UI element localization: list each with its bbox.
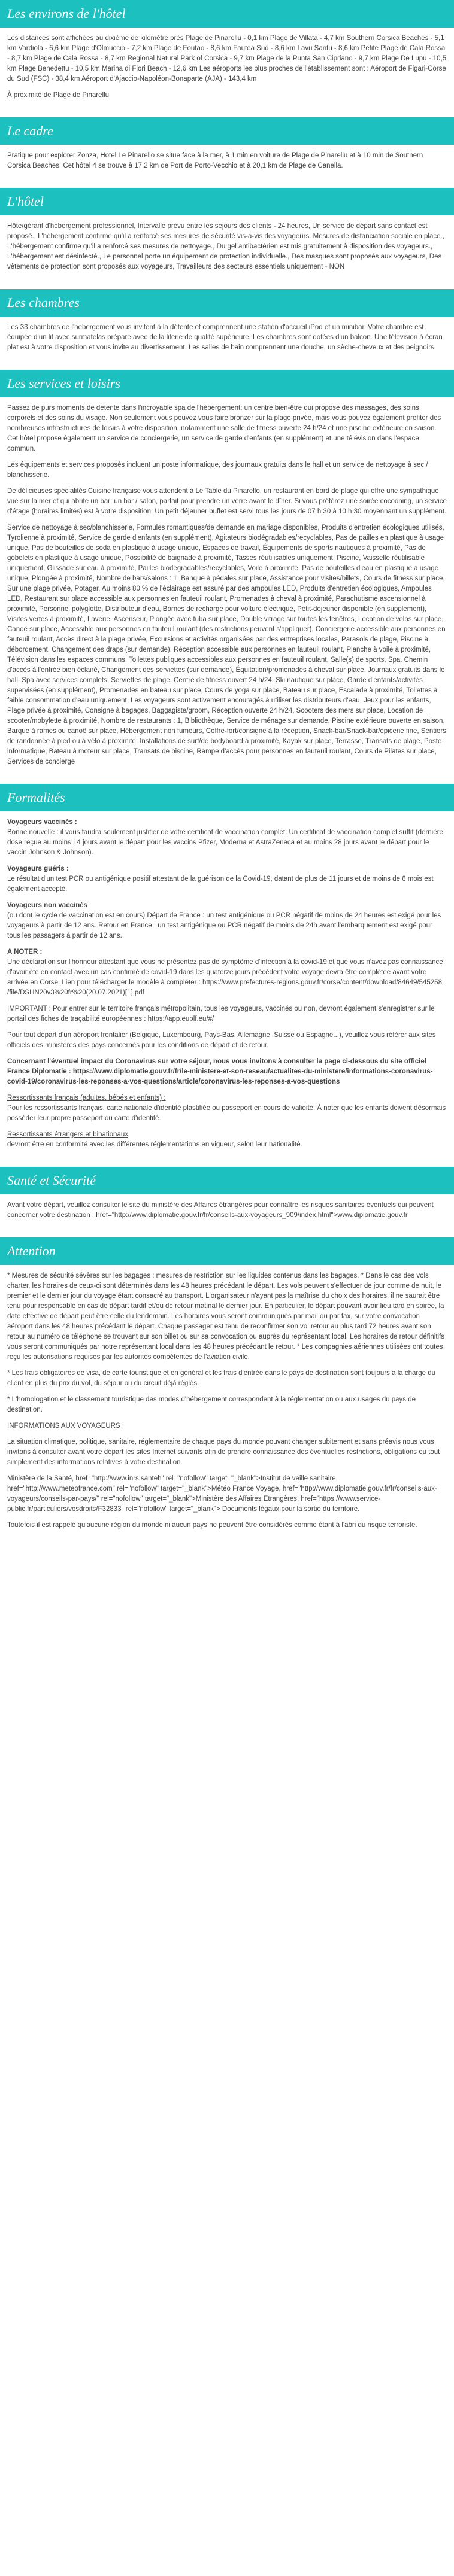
block-heading: Concernant l'éventuel impact du Coronavirus sur votre séjour, nous vous invitons à consulter la page ci-dessous du site officiel France Diplomatie : https://www.diplomatie.gouv.fr/fr/le-ministere-et-son-reseau/actualites-du-ministere/informations-coronavirus-covid-19/coronavirus-les-reponses-a-vos-questions/article/coronavirus-les-reponses-a-vos-questions bbox=[7, 1058, 433, 1085]
section-title: L'hôtel bbox=[0, 188, 454, 215]
formalites-block bbox=[7, 864, 447, 895]
paragraph: * Mesures de sécurité sévères sur les bagages : mesures de restriction sur les liquides contenus dans les bagages. * Dans le cas des vols charter, les horaires de ceux-ci sont déterminés dans les 48 heures précédant le départ. Les vols peuvent s'effectuer de jour comme de nuit, le premier et le dernier jour du voyage étant consacré au transport. L'organisateur n'ayant pas la maîtrise du choix des horaires, il ne saurait être tenu pour responsable en cas de départ tardif et/ou de retour matinal le dernier jour. En particulier, le départ pouvant avoir lieu tard en soirée, la date effective de départ peut être celle du lendemain. Les horaires vous seront communiqués par mail ou par fax, sur votre convocation aéroport dans les 48 heures précédant le départ. Chaque passager est tenu de reconfirmer son vol retour au plus tard 72 heures avant son retour au numéro de téléphone se trouvant sur son billet ou sur sa convocation ou auprès du représentant local. Les horaires de retour définitifs vous seront communiqués par notre représentant local dans les 48 heures précédant le retour. * Les compagnies aériennes utilisées ont toutes reçu les autorisations requises par les autorités compétentes de l'aviation civile. bbox=[7, 1272, 445, 1361]
block-text: IMPORTANT : Pour entrer sur le territoire français métropolitain, tous les voyageurs, vaccinés ou non, devront également s'enregistrer sur le portail des fiches de traçabilité européennes : https://app.euplf.eu/#/ bbox=[7, 1005, 435, 1023]
paragraph: À proximité de Plage de Pinarellu bbox=[7, 92, 110, 99]
paragraph: Passez de purs moments de détente dans l'incroyable spa de l'hébergement; un centre bien-être qui propose des massages, des soins corporels et des soins du visage. Non seulement vous pouvez vous faire bronzer sur la plage privée, mais vous pouvez également profiter des nombreuses infrastructures de loisirs à votre disposition, notamment une salle de fitness ouverte 24 h/24 et une piscine extérieure en saison. Cet hôtel propose également un service de conciergerie, un service de garde d'enfants (en supplément) et une télévision dans l'espace commun. bbox=[7, 405, 441, 452]
paragraph: Service de nettoyage à sec/blanchisserie, Formules romantiques/de demande en mariage disponibles, Produits d'entretien écologiques utilisés, Tyrolienne à proximité, Service de garde d'enfants (en supplément), Agitateurs biodégradables/recyclables, Pas de pailles en plastique à usage unique, Pas de bouteilles de soda en plastique à usage unique, Espaces de travail, Équipements de sports nautiques à proximité, Pas de gobelets en plastique à usage unique, Possibilité de baignade à proximité, Tasses réutilisables uniquement, Piscine, Vaisselle réutilisable uniquement, Glissade sur eau à proximité, Pailles biodégradables/recyclables, Voile à proximité, Pas de bouteilles d'eau en plastique à usage unique, Plongée à proximité, Nombre de bars/salons : 1, Banque à pédales sur place, Assistance pour visites/billets, Cours de fitness sur place, Sur une plage privée, Potager, Au moins 80 % de l'éclairage est assuré par des ampoules LED, Produits d'entretien écologiques, Ampoules LED, Restaurant sur place accessible aux personnes en fauteuil roulant, Promenades à cheval à proximité, Parachutisme ascensionnel à proximité, Personnel polyglotte, Distributeur d'eau, Bornes de recharge pour voiture électrique, Petit-déjeuner disponible (en supplément), Visites vertes à proximité, Laverie, Ascenseur, Plongée avec tuba sur place, Double vitrage sur toutes les fenêtres, Location de vélos sur place, Canoë sur place, Accessible aux personnes en fauteuil roulant (des restrictions peuvent s'appliquer), Conciergerie accessible aux personnes en fauteuil roulant, Accès direct à la plage privée, Excursions et activités organisées par des entreprises locales, Parasols de plage, Piscine à débordement, Changement des draps (sur demande), Réception accessible aux personnes en fauteuil roulant, Planche à voile à proximité, Télévision dans les espaces communs, Toilettes publiques accessibles aux personnes en fauteuil roulant, Salle(s) de sports, Spa, Chemin d'accès à l'entrée bien éclairé, Changement des serviettes (sur demande), Équitation/promenades à cheval sur place, Journaux gratuits dans le hall, Spa avec services complets, Serviettes de plage, Centre de fitness ouvert 24 h/24, Ski nautique sur place, Garde d'enfants/activités supervisées (en supplément), Promenades en bateau sur place, Cours de yoga sur place, Bateau sur place, Escalade à proximité, Toilettes à faible consommation d'eau uniquement, Les voyageurs sont activement encouragés à utiliser les distributeurs d'eau, Jeux pour les enfants, Plage privée à proximité, Consigne à bagages, Baggagiste/groom, Réception ouverte 24 h/24, Scooters des mers sur place, Location de scooter/mobylette à proximité, Nombre de restaurants : 1, Bibliothèque, Service de ménage sur demande, Piscine extérieure ouverte en saison, Barque à rames ou canoë sur place, Hébergement non fumeurs, Coffre-fort/consigne à la réception, Snack-bar/Snack-bar/épicerie fine, Sentiers de randonnée à pied ou à vélo à proximité, Installations de surf/de bodyboard à proximité, Kayak sur place, Terrasse, Transats de plage, Poste informatique, Bateau à moteur sur place, Transats de piscine, Rampe d'accès pour personnes en fauteuil roulant, Cours de Pilates sur place, Services de concierge bbox=[7, 524, 446, 765]
formalites-block bbox=[7, 817, 447, 858]
paragraph: Toutefois il est rappelé qu'aucune région du monde ni aucun pays ne peuvent être considérés comme étant à l'abri du risque terroriste. bbox=[7, 1522, 417, 1529]
paragraph: Ministère de la Santé, href="http://www.inrs.santeh" rel="nofollow" target="_blank">Institut de veille sanitaire, href="http://www.meteofrance.com" rel="nofollow" target="_blank">Météo France Voyage, href="http://www.diplomatie.gouv.fr/fr/conseils-aux-voyageurs/conseils-par-pays/" rel="nofollow" target="_blank">Ministère des Affaires Etrangères, href="https://www.service-public.fr/particuliers/vosdroits/F32833" rel="nofollow" target="_blank"> Documents légaux pour la sortie du territoire. bbox=[7, 1475, 437, 1513]
section-content bbox=[0, 397, 454, 767]
paragraph: Les équipements et services proposés incluent un poste informatique, des journaux gratuits dans le hall et un service de nettoyage à sec / blanchisserie. bbox=[7, 461, 428, 479]
paragraph: * L'homologation et le classement touristique des modes d'hébergement correspondent à la réglementation ou aux usages du pays de destination. bbox=[7, 1396, 416, 1413]
section-title: Les chambres bbox=[0, 289, 454, 317]
paragraph: De délicieuses spécialités Cuisine française vous attendent à Le Table du Pinarello, un restaurant en bord de plage qui offre une sympathique vue sur la mer et qui abrite un bar; un bar / salon, parfait pour prendre un verre avant le dîner. Si vous préférez une soirée cocooning, un service d'étage (horaires limités) est à votre disposition. Un petit déjeuner buffet est servi tous les jours de 07 h 30 à 10 h 30 moyennant un supplément. bbox=[7, 488, 447, 515]
block-text: (ou dont le cycle de vaccination est en cours) Départ de France : un test antigénique ou PCR négatif de moins de 24 heures est exigé pour les voyageurs à partir de 12 ans. Retour en France : un test antigénique ou PCR négatif de moins de 24h avant l'embarquement est exigé pour tous les passagers à partir de 12 ans. bbox=[7, 912, 441, 939]
formalites-block bbox=[7, 1030, 447, 1051]
section-2 bbox=[0, 188, 454, 272]
block-text: devront être en conformité avec les différentes réglementations en vigueur, selon leur nationalité. bbox=[7, 1141, 302, 1148]
section-content bbox=[0, 215, 454, 272]
section-title: Formalités bbox=[0, 784, 454, 811]
paragraph: Les 33 chambres de l'hébergement vous invitent à la détente et comprennent une station d'accueil iPod et un minibar. Votre chambre est équipée d'un lit avec surmatelas préparé avec de la literie de qualité supérieure. Les chambres sont dotées d'un balcon. Une télévision à écran plat est à votre disposition et vous invite au divertissement. Les salles de bain comprennent une douche, un sèche-cheveux et des peignoirs. bbox=[7, 324, 443, 351]
section-content bbox=[0, 28, 454, 101]
section-7 bbox=[0, 1237, 454, 1531]
block-link-heading[interactable]: Ressortissants français (adultes, bébés et enfants) : bbox=[7, 1094, 166, 1102]
section-title: Le cadre bbox=[0, 117, 454, 145]
section-1 bbox=[0, 117, 454, 171]
paragraph: INFORMATIONS AUX VOYAGEURS : bbox=[7, 1422, 125, 1430]
block-heading: Voyageurs vaccinés : bbox=[7, 819, 77, 826]
block-text: Pour tout départ d'un aéroport frontalier (Belgique, Luxembourg, Pays-Bas, Allemagne, Suisse ou Espagne...), veuillez vous référer aux sites officiels des ministères des pays concernés pour les conditions de départ et de retour. bbox=[7, 1032, 436, 1049]
paragraph: La situation climatique, politique, sanitaire, réglementaire de chaque pays du monde pouvant changer subitement et sans préavis nous vous invitons à consulter avant votre départ les sites Internet suivants afin de prendre connaissance des éventuelles restrictions, obligations ou tout simplement des informations relatives à votre destination. bbox=[7, 1438, 440, 1466]
block-heading: Voyageurs guéris : bbox=[7, 865, 69, 872]
section-0 bbox=[0, 0, 454, 101]
block-text: Pour les ressortissants français, carte nationale d'identité plastifiée ou passeport en cours de validité. À noter que les enfants doivent désormais posséder leur propre passeport ou carte d'identité. bbox=[7, 1105, 446, 1122]
section-content bbox=[0, 317, 454, 353]
paragraph: Les distances sont affichées au dixième de kilomètre près Plage de Pinarellu - 0,1 km Plage de Villata - 4,7 km Southern Corsica Beaches - 5,1 km Vardiola - 6,6 km Plage d'Olmuccio - 7,2 km Plage de Foutao - 8,6 km Fautea Sud - 8,6 km Lavu Santu - 8,6 km Petite Plage de Cala Rossa - 8,7 km Plage de Cala Rossa - 8,7 km Regional Natural Park of Corsica - 9,7 km Plage de la Punta San Cipriano - 9,7 km Plage De Lupu - 10,5 km Plage Benedettu - 10,5 km Marina di Fiori Beach - 12,6 km Les aéroports les plus proches de l'établissement sont : Aéroport de Figari-Corse du Sud (FSC) - 38,4 km Aéroport d'Ajaccio-Napoléon-Bonaparte (AJA) - 143,4 km bbox=[7, 35, 447, 83]
section-content bbox=[0, 1265, 454, 1531]
section-6 bbox=[0, 1167, 454, 1221]
paragraph: Avant votre départ, veuillez consulter le site du ministère des Affaires étrangères pour connaître les risques sanitaires éventuels qui peuvent concerner votre destination : href="http://www.diplomatie.gouv.fr/fr/conseils-aux-voyageurs_909/index.html">www.diplomatie.gouv.fr bbox=[7, 1202, 434, 1219]
paragraph: Pratique pour explorer Zonza, Hotel Le Pinarello se situe face à la mer, à 1 min en voiture de Plage de Pinarellu et à 10 min de Southern Corsica Beaches. Cet hôtel 4 se trouve à 17,2 km de Port de Porto-Vecchio et à 20,1 km de Plage de Canella. bbox=[7, 152, 423, 169]
section-content bbox=[0, 145, 454, 171]
block-text: Le résultat d'un test PCR ou antigénique positif attestant de la guérison de la Covid-19, datant de plus de 11 jours et de moins de 6 mois est également accepté. bbox=[7, 875, 434, 893]
block-heading: A NOTER : bbox=[7, 948, 43, 956]
section-title: Les environs de l'hôtel bbox=[0, 0, 454, 28]
block-text: Une déclaration sur l'honneur attestant que vous ne présentez pas de symptôme d'infection à la covid-19 et que vous n'avez pas connaissance d'avoir été en contact avec un cas confirmé de covid-19 dans les quatorze jours précédent votre voyage devra être complétée avant votre arrivée en Corse. Lien pour télécharger le modèle à compléter : https://www.prefectures-regions.gouv.fr/corse/content/download/84649/545258 /file/DSHN20v3%20fr%20(20.07.2021)[1].pdf bbox=[7, 959, 443, 996]
section-content bbox=[0, 811, 454, 1150]
paragraph: Hôte/gérant d'hébergement professionnel, Intervalle prévu entre les séjours des clients - 24 heures, Un service de départ sans contact est proposé., L'hébergement confirme qu'il a renforcé ses mesures de sécurité vis-à-vis des voyageurs. Mesures de distanciation sociale en place., L'hébergement confirme qu'il a renforcé ses mesures de nettoyage., Du gel antibactérien est mis gratuitement à disposition des voyageurs., L'hébergement est désinfecté., Le personnel porte un équipement de protection individuelle., Des masques sont proposés aux voyageurs, Des vêtements de protection sont proposés aux voyageurs, Travailleurs des secteurs essentiels uniquement - NON bbox=[7, 223, 444, 270]
section-title: Santé et Sécurité bbox=[0, 1167, 454, 1194]
formalites-block bbox=[7, 1057, 447, 1087]
formalites-block bbox=[7, 1093, 447, 1124]
formalites-block bbox=[7, 1004, 447, 1024]
block-heading: Voyageurs non vaccinés bbox=[7, 902, 88, 909]
paragraph: * Les frais obligatoires de visa, de carte touristique et en général et les frais d'entrée dans le pays de destination sont toujours à la charge du client en plus du prix du vol, du séjour ou du circuit déjà réglés. bbox=[7, 1370, 435, 1387]
formalites-block bbox=[7, 1130, 447, 1150]
block-text: Bonne nouvelle : il vous faudra seulement justifier de votre certificat de vaccination complet. Un certificat de vaccination complet suffit (dernière dose reçue au moins 14 jours avant le départ pour les vaccins Pfizer, Moderna et AstraZeneca et au moins 28 jours avant le départ pour le vaccin Johnson & Johnson). bbox=[7, 829, 443, 856]
formalites-block bbox=[7, 901, 447, 941]
section-content bbox=[0, 1194, 454, 1221]
section-4 bbox=[0, 370, 454, 767]
section-3 bbox=[0, 289, 454, 353]
section-title: Attention bbox=[0, 1237, 454, 1265]
section-5 bbox=[0, 784, 454, 1150]
section-title: Les services et loisirs bbox=[0, 370, 454, 397]
block-link-heading[interactable]: Ressortissants étrangers et binationaux bbox=[7, 1131, 128, 1138]
formalites-block bbox=[7, 947, 447, 998]
